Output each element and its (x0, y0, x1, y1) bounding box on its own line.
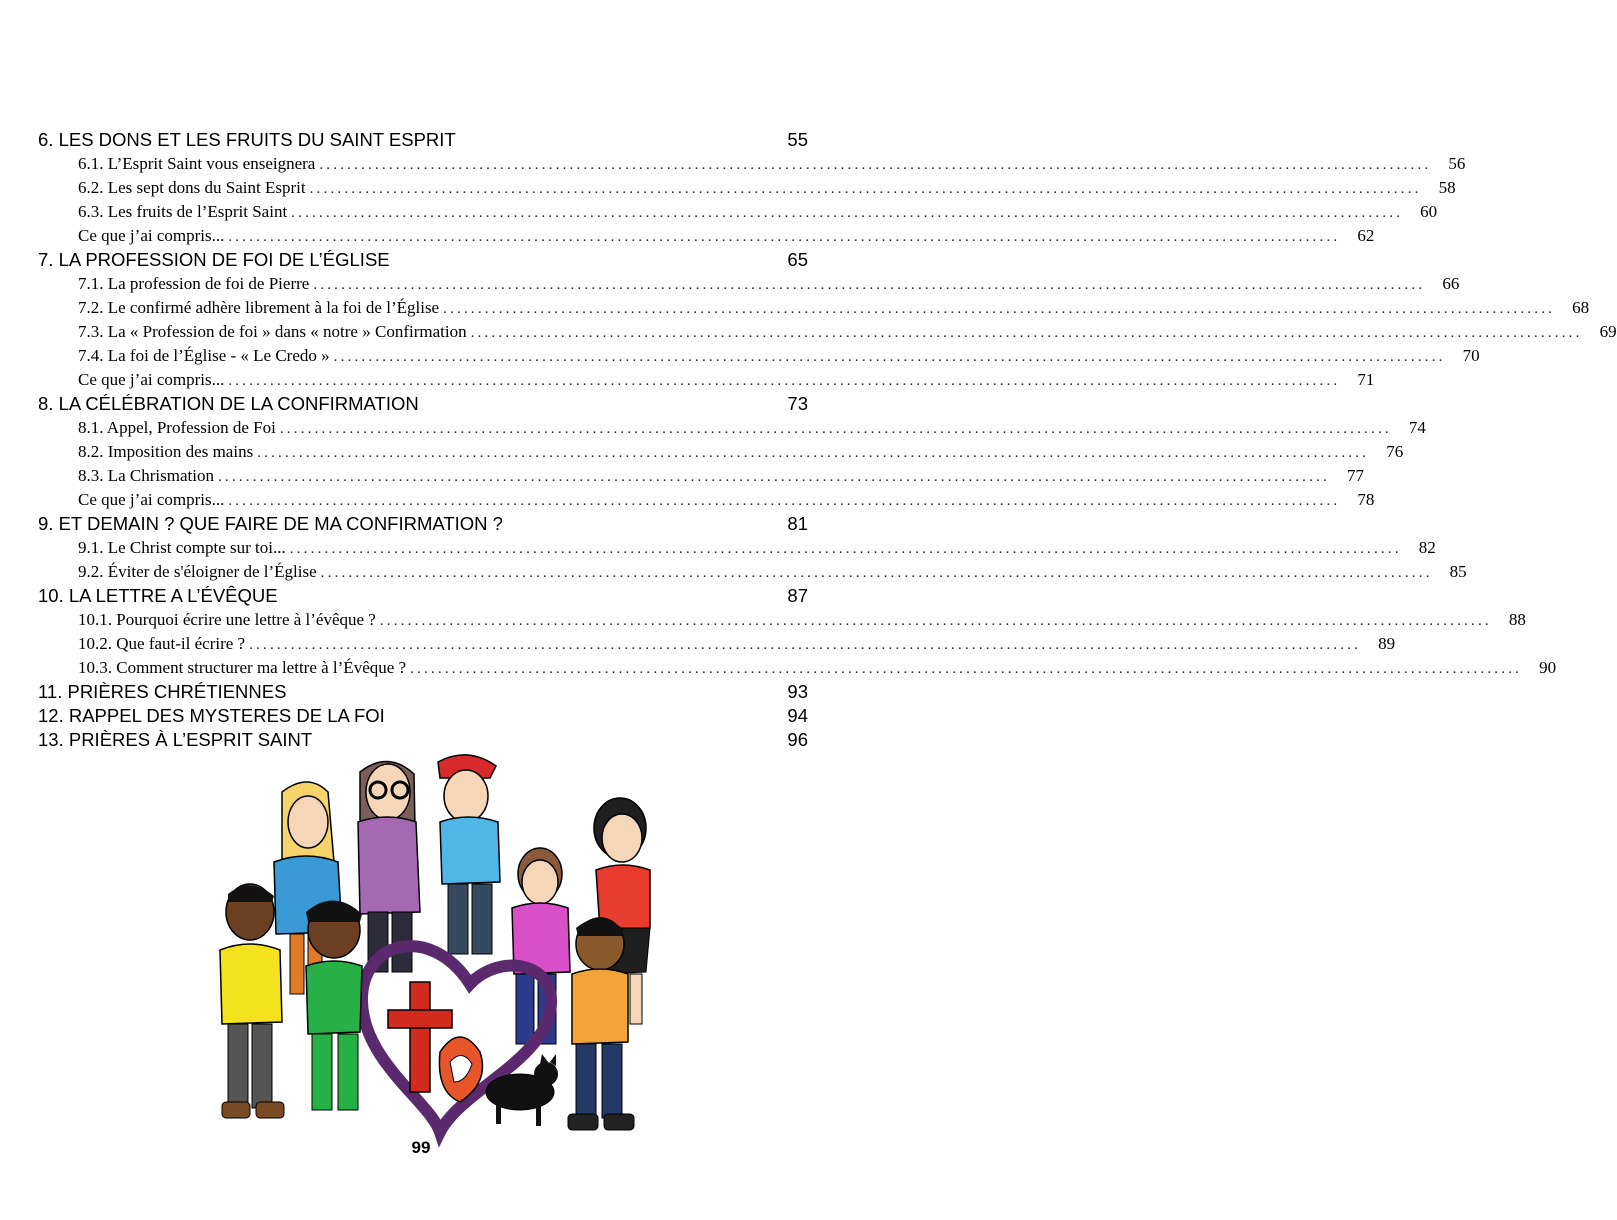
entry-page-number: 71 (1357, 370, 1375, 389)
entry-title: 10.1. Pourquoi écrire une lettre à l’évêque ? (78, 610, 376, 629)
table-of-contents (38, 128, 1617, 752)
toc-entry (38, 632, 1396, 656)
toc-entry (38, 416, 1426, 440)
entry-title: 7.1. La profession de foi de Pierre (78, 274, 310, 293)
child-orange-shirt-boy (568, 918, 634, 1130)
entry-title: 8.1. Appel, Profession de Foi (78, 418, 276, 437)
toc-entry (38, 440, 1404, 464)
toc-entry (38, 344, 1480, 368)
toc-entry (38, 152, 1466, 176)
toc-entry (38, 464, 1364, 488)
toc-entry (38, 608, 1526, 632)
dot-leader: ................................................................................................................................................................ (289, 541, 1402, 557)
chapter-page-number: 65 (787, 249, 808, 270)
entry-title: 6.1. L’Esprit Saint vous enseignera (78, 154, 316, 173)
toc-chapter (38, 728, 808, 752)
entry-title: 8.2. Imposition des mains (78, 442, 254, 461)
entry-page-number: 70 (1462, 346, 1480, 365)
dot-leader: ................................................................................................................................................................ (257, 445, 1370, 461)
entry-page-number: 66 (1442, 274, 1460, 293)
toc-entry (38, 656, 1557, 680)
toc-chapter (38, 392, 808, 416)
chapter-title: 9. ET DEMAIN ? QUE FAIRE DE MA CONFIRMATION ? (38, 513, 503, 534)
chapter-page-number: 87 (787, 585, 808, 606)
chapter-page-number: 81 (787, 513, 808, 534)
entry-page-number: 82 (1418, 538, 1436, 557)
chapter-page-number: 55 (787, 129, 808, 150)
chapter-page-number: 73 (787, 393, 808, 414)
entry-title: 7.4. La foi de l’Église - « Le Credo » (78, 346, 330, 365)
chapter-title: 8. LA CÉLÉBRATION DE LA CONFIRMATION (38, 393, 419, 414)
chapter-page-number: 93 (787, 681, 808, 702)
chapter-title: 11. PRIÈRES CHRÉTIENNES (38, 681, 287, 702)
entry-title: Ce que j’ai compris... (78, 490, 225, 509)
chapter-title: 12. RAPPEL DES MYSTERES DE LA FOI (38, 705, 385, 726)
entry-title: 9.1. Le Christ compte sur toi... (78, 538, 286, 557)
entry-page-number: 60 (1420, 202, 1438, 221)
dot-leader: ................................................................................................................................................................ (228, 493, 1341, 509)
dot-leader: ................................................................................................................................................................ (333, 349, 1446, 365)
entry-page-number: 58 (1438, 178, 1456, 197)
entry-page-number: 62 (1357, 226, 1375, 245)
dot-leader: ................................................................................................................................................................ (309, 181, 1422, 197)
entry-title: Ce que j’ai compris... (78, 370, 225, 389)
chapter-page-number: 96 (787, 729, 808, 750)
child-green-outfit-girl (306, 900, 362, 1110)
entry-page-number: 76 (1386, 442, 1404, 461)
entry-title: Ce que j’ai compris... (78, 226, 225, 245)
dot-leader: ................................................................................................................................................................ (249, 637, 1362, 653)
entry-title: 7.2. Le confirmé adhère librement à la foi de l’Église (78, 298, 440, 317)
chapter-title: 7. LA PROFESSION DE FOI DE L’ÉGLISE (38, 249, 390, 270)
toc-entry (38, 368, 1375, 392)
child-yellow-shirt-boy (220, 884, 284, 1118)
toc-chapter (38, 248, 808, 272)
child-pink-top-girl (512, 848, 570, 1044)
entry-title: 10.2. Que faut-il écrire ? (78, 634, 246, 653)
dot-leader: ................................................................................................................................................................ (228, 373, 1341, 389)
dot-leader: ................................................................................................................................................................ (320, 565, 1433, 581)
dot-leader: ................................................................................................................................................................ (217, 469, 1330, 485)
entry-page-number: 74 (1408, 418, 1426, 437)
toc-entry (38, 272, 1460, 296)
entry-page-number: 69 (1599, 322, 1617, 341)
entry-title: 8.3. La Chrismation (78, 466, 214, 485)
toc-entry (38, 488, 1375, 512)
entry-page-number: 90 (1539, 658, 1557, 677)
entry-title: 9.2. Éviter de s'éloigner de l’Église (78, 562, 317, 581)
entry-title: 7.3. La « Profession de foi » dans « notre » Confirmation (78, 322, 467, 341)
entry-page-number: 68 (1572, 298, 1590, 317)
toc-chapter (38, 128, 808, 152)
dot-leader: ................................................................................................................................................................ (470, 325, 1583, 341)
dot-leader: ................................................................................................................................................................ (443, 301, 1556, 317)
black-cat (486, 1054, 558, 1126)
dot-leader: ................................................................................................................................................................ (379, 613, 1492, 629)
chapter-title: 13. PRIÈRES À L’ESPRIT SAINT (38, 729, 313, 750)
dot-leader: ................................................................................................................................................................ (410, 661, 1523, 677)
entry-title: 6.2. Les sept dons du Saint Esprit (78, 178, 306, 197)
toc-entry (38, 176, 1456, 200)
toc-chapter (38, 704, 808, 728)
dot-leader: ................................................................................................................................................................ (319, 157, 1432, 173)
entry-title: 10.3. Comment structurer ma lettre à l’Évêque ? (78, 658, 407, 677)
children-group-illustration (210, 752, 670, 1146)
entry-page-number: 77 (1346, 466, 1364, 485)
toc-entry (38, 200, 1438, 224)
entry-page-number: 78 (1357, 490, 1375, 509)
toc-entry (38, 560, 1467, 584)
toc-chapter (38, 584, 808, 608)
chapter-title: 10. LA LETTRE A L’ÉVÊQUE (38, 585, 278, 606)
dot-leader: ................................................................................................................................................................ (279, 421, 1392, 437)
toc-entry (38, 296, 1590, 320)
toc-entry (38, 536, 1436, 560)
dot-leader: ................................................................................................................................................................ (228, 229, 1341, 245)
toc-chapter (38, 680, 808, 704)
entry-page-number: 85 (1449, 562, 1467, 581)
entry-page-number: 88 (1508, 610, 1526, 629)
toc-entry (38, 224, 1375, 248)
page-number: 99 (411, 1138, 431, 1157)
toc-entry (38, 320, 1617, 344)
entry-page-number: 56 (1448, 154, 1466, 173)
entry-title: 6.3. Les fruits de l’Esprit Saint (78, 202, 288, 221)
entry-page-number: 89 (1378, 634, 1396, 653)
toc-chapter (38, 512, 808, 536)
dot-leader: ................................................................................................................................................................ (291, 205, 1404, 221)
child-cap-boy (438, 755, 500, 954)
chapter-title: 6. LES DONS ET LES FRUITS DU SAINT ESPRIT (38, 129, 456, 150)
dot-leader: ................................................................................................................................................................ (313, 277, 1426, 293)
chapter-page-number: 94 (787, 705, 808, 726)
